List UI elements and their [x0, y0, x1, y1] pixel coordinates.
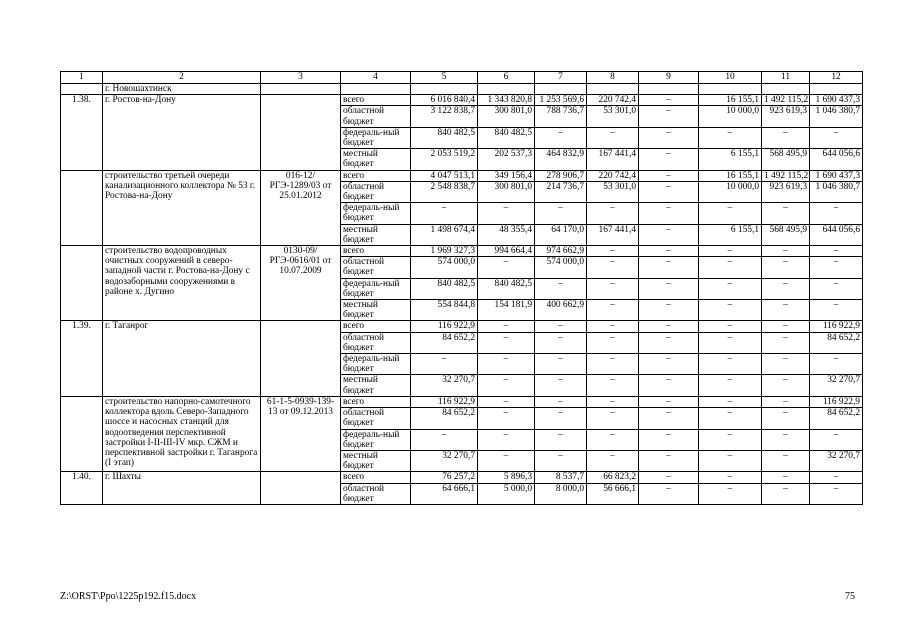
amount-cell: – — [639, 375, 699, 396]
amount-cell: – — [535, 375, 587, 396]
amount-cell: – — [587, 429, 639, 450]
amount-cell: 202 537,3 — [478, 149, 535, 170]
object-name: строительство водопроводных очистных сооружений в северо-западной части г. Ростова-на-Дону с водозаборными сооружениями в районе х. Дугино — [103, 246, 261, 321]
amount-cell: – — [478, 257, 535, 278]
row-number — [61, 396, 103, 471]
amount-cell: – — [699, 450, 762, 471]
amount-cell: 48 355,4 — [478, 224, 535, 245]
amount-cell: 3 122 838,7 — [411, 106, 478, 127]
amount-cell: 4 047 513,1 — [411, 170, 478, 181]
amount-cell: – — [411, 354, 478, 375]
amount-cell: 56 666,1 — [587, 483, 639, 504]
amount-cell: – — [762, 450, 810, 471]
amount-cell: 154 181,9 — [478, 300, 535, 321]
amount-cell: – — [699, 408, 762, 429]
expertise-doc: 61-1-5-0939-139-13 от 09.12.2013 — [261, 396, 341, 471]
amount-cell: 1 498 674,4 — [411, 224, 478, 245]
amount-cell: – — [810, 127, 863, 148]
col-header: 4 — [341, 72, 411, 84]
amount-cell: – — [762, 257, 810, 278]
funding-source: федераль-ный бюджет — [341, 203, 411, 224]
amount-cell: 300 801,0 — [478, 181, 535, 202]
funding-source: областной бюджет — [341, 106, 411, 127]
amount-cell: 994 664,4 — [478, 246, 535, 257]
table-row — [61, 396, 863, 407]
amount-cell: – — [535, 321, 587, 332]
funding-source: областной бюджет — [341, 257, 411, 278]
amount-cell: – — [810, 246, 863, 257]
amount-cell: 220 742,4 — [587, 170, 639, 181]
expertise-doc: 0130-09/РГЭ-0616/01 от 10.07.2009 — [261, 246, 341, 321]
amount-cell: – — [639, 224, 699, 245]
amount-cell: 6 155,1 — [699, 224, 762, 245]
amount-cell — [699, 84, 762, 95]
amount-cell: 2 548 838,7 — [411, 181, 478, 202]
row-number: 1.39. — [61, 321, 103, 396]
amount-cell: – — [587, 450, 639, 471]
amount-cell: – — [762, 354, 810, 375]
amount-cell: – — [639, 170, 699, 181]
amount-cell: 84 652,2 — [411, 332, 478, 353]
amount-cell: – — [478, 203, 535, 224]
amount-cell: – — [762, 332, 810, 353]
amount-cell: – — [639, 257, 699, 278]
amount-cell — [762, 84, 810, 95]
amount-cell: – — [587, 354, 639, 375]
expertise-doc — [261, 321, 341, 396]
amount-cell: 1 969 327,3 — [411, 246, 478, 257]
amount-cell: 278 906,7 — [535, 170, 587, 181]
amount-cell: – — [762, 472, 810, 483]
amount-cell: – — [699, 321, 762, 332]
amount-cell — [478, 84, 535, 95]
amount-cell — [639, 84, 699, 95]
amount-cell: – — [699, 354, 762, 375]
amount-cell: 32 270,7 — [810, 375, 863, 396]
table-row — [61, 246, 863, 257]
file-path: Z:\ORST\Ppo\1225p192.f15.docx — [60, 591, 197, 602]
amount-cell: – — [478, 396, 535, 407]
amount-cell: – — [587, 300, 639, 321]
amount-cell: – — [699, 127, 762, 148]
table-body — [61, 72, 863, 505]
amount-cell: – — [699, 429, 762, 450]
funding-source: всего — [341, 170, 411, 181]
amount-cell: – — [535, 408, 587, 429]
amount-cell: 32 270,7 — [411, 450, 478, 471]
amount-cell: – — [478, 354, 535, 375]
amount-cell: – — [411, 429, 478, 450]
col-header: 1 — [61, 72, 103, 84]
amount-cell: – — [535, 203, 587, 224]
page-number: 75 — [845, 591, 855, 602]
amount-cell: 300 801,0 — [478, 106, 535, 127]
amount-cell: – — [535, 278, 587, 299]
amount-cell: 53 301,0 — [587, 181, 639, 202]
amount-cell: 1 046 380,7 — [810, 181, 863, 202]
amount-cell — [810, 84, 863, 95]
col-header: 8 — [587, 72, 639, 84]
amount-cell — [587, 84, 639, 95]
amount-cell: – — [587, 127, 639, 148]
amount-cell: – — [810, 354, 863, 375]
amount-cell: – — [587, 332, 639, 353]
amount-cell: – — [478, 375, 535, 396]
amount-cell: – — [810, 257, 863, 278]
amount-cell: – — [535, 127, 587, 148]
amount-cell: – — [639, 106, 699, 127]
amount-cell: – — [587, 408, 639, 429]
amount-cell: – — [762, 483, 810, 504]
amount-cell: – — [762, 375, 810, 396]
funding-source: всего — [341, 396, 411, 407]
amount-cell: – — [810, 278, 863, 299]
amount-cell: – — [411, 203, 478, 224]
amount-cell: 10 000,0 — [699, 106, 762, 127]
amount-cell: – — [699, 203, 762, 224]
row-number — [61, 246, 103, 321]
amount-cell: 84 652,2 — [810, 332, 863, 353]
amount-cell: – — [639, 321, 699, 332]
amount-cell: 1 046 380,7 — [810, 106, 863, 127]
amount-cell: 554 844,8 — [411, 300, 478, 321]
amount-cell: 644 056,6 — [810, 224, 863, 245]
amount-cell: – — [699, 246, 762, 257]
amount-cell: – — [762, 429, 810, 450]
amount-cell: – — [699, 257, 762, 278]
amount-cell: 5 000,0 — [478, 483, 535, 504]
funding-source: федераль-ный бюджет — [341, 127, 411, 148]
amount-cell: 8 000,0 — [535, 483, 587, 504]
amount-cell: 644 056,6 — [810, 149, 863, 170]
amount-cell: 53 301,0 — [587, 106, 639, 127]
amount-cell: – — [699, 300, 762, 321]
amount-cell: 32 270,7 — [810, 450, 863, 471]
row-number: 1.40. — [61, 472, 103, 505]
amount-cell: 220 742,4 — [587, 95, 639, 106]
expertise-doc — [261, 84, 341, 95]
row-number — [61, 84, 103, 95]
amount-cell: – — [587, 375, 639, 396]
funding-source: областной бюджет — [341, 483, 411, 504]
amount-cell: – — [639, 203, 699, 224]
amount-cell: – — [639, 408, 699, 429]
amount-cell: – — [478, 429, 535, 450]
amount-cell: 574 000,0 — [411, 257, 478, 278]
amount-cell: – — [587, 203, 639, 224]
amount-cell: 66 823,2 — [587, 472, 639, 483]
amount-cell: 923 619,3 — [762, 181, 810, 202]
amount-cell: 167 441,4 — [587, 224, 639, 245]
amount-cell: 32 270,7 — [411, 375, 478, 396]
funding-source: местный бюджет — [341, 375, 411, 396]
amount-cell: 1 253 569,6 — [535, 95, 587, 106]
funding-source: областной бюджет — [341, 332, 411, 353]
funding-source — [341, 84, 411, 95]
amount-cell: – — [639, 149, 699, 170]
amount-cell: – — [478, 321, 535, 332]
amount-cell: – — [639, 450, 699, 471]
row-number: 1.38. — [61, 95, 103, 170]
amount-cell: – — [639, 127, 699, 148]
col-header: 10 — [699, 72, 762, 84]
amount-cell: 116 922,9 — [411, 396, 478, 407]
amount-cell: 64 170,0 — [535, 224, 587, 245]
expertise-doc — [261, 472, 341, 505]
amount-cell: 1 690 437,3 — [810, 170, 863, 181]
amount-cell: 214 736,7 — [535, 181, 587, 202]
object-name: г. Новошахтинск — [103, 84, 261, 95]
amount-cell: – — [587, 246, 639, 257]
funding-source: федераль-ный бюджет — [341, 354, 411, 375]
amount-cell: – — [587, 321, 639, 332]
object-name: строительство напорно-самотечного коллектора вдоль Северо-Западного шоссе и насосных станций для водоотведения перспективной застройки I-II-III-IV мкр. СЖМ и перспективной застройки г. Таганрога (I этап) — [103, 396, 261, 471]
table-row — [61, 170, 863, 181]
amount-cell: – — [639, 300, 699, 321]
amount-cell: 349 156,4 — [478, 170, 535, 181]
amount-cell: 64 666,1 — [411, 483, 478, 504]
amount-cell: 116 922,9 — [411, 321, 478, 332]
amount-cell: 788 736,7 — [535, 106, 587, 127]
amount-cell: 116 922,9 — [810, 321, 863, 332]
amount-cell: – — [762, 396, 810, 407]
amount-cell: – — [639, 354, 699, 375]
amount-cell: 568 495,9 — [762, 224, 810, 245]
funding-source: федераль-ный бюджет — [341, 429, 411, 450]
amount-cell: – — [699, 483, 762, 504]
amount-cell: – — [699, 375, 762, 396]
funding-source: областной бюджет — [341, 181, 411, 202]
amount-cell: – — [587, 257, 639, 278]
amount-cell: 76 257,2 — [411, 472, 478, 483]
amount-cell: 840 482,5 — [478, 127, 535, 148]
funding-source: всего — [341, 246, 411, 257]
amount-cell: – — [699, 396, 762, 407]
col-header: 12 — [810, 72, 863, 84]
amount-cell: – — [587, 396, 639, 407]
amount-cell: 840 482,5 — [411, 278, 478, 299]
funding-source: местный бюджет — [341, 450, 411, 471]
amount-cell: 1 343 820,8 — [478, 95, 535, 106]
amount-cell: – — [810, 429, 863, 450]
amount-cell: – — [639, 483, 699, 504]
amount-cell: – — [762, 203, 810, 224]
amount-cell: 8 537,7 — [535, 472, 587, 483]
amount-cell: – — [587, 278, 639, 299]
amount-cell: – — [810, 472, 863, 483]
amount-cell — [411, 84, 478, 95]
funding-source: всего — [341, 472, 411, 483]
funding-source: федераль-ный бюджет — [341, 278, 411, 299]
funding-source: всего — [341, 95, 411, 106]
table-row — [61, 472, 863, 483]
col-header: 6 — [478, 72, 535, 84]
funding-source: местный бюджет — [341, 149, 411, 170]
amount-cell: – — [535, 332, 587, 353]
amount-cell: 2 053 519,2 — [411, 149, 478, 170]
amount-cell: – — [762, 300, 810, 321]
amount-cell: 84 652,2 — [810, 408, 863, 429]
col-header: 3 — [261, 72, 341, 84]
amount-cell: – — [810, 203, 863, 224]
column-number-row — [61, 72, 863, 84]
table-row — [61, 84, 863, 95]
amount-cell — [535, 84, 587, 95]
amount-cell: 840 482,5 — [411, 127, 478, 148]
object-name: г. Ростов-на-Дону — [103, 95, 261, 170]
amount-cell: – — [699, 278, 762, 299]
expertise-doc: 016-12/РГЭ-1289/03 от 25.01.2012 — [261, 170, 341, 245]
amount-cell: 5 896,3 — [478, 472, 535, 483]
object-name: г. Таганрог — [103, 321, 261, 396]
amount-cell: – — [639, 278, 699, 299]
col-header: 5 — [411, 72, 478, 84]
amount-cell: – — [535, 396, 587, 407]
amount-cell: 974 662,9 — [535, 246, 587, 257]
amount-cell: 16 155,1 — [699, 95, 762, 106]
funding-source: местный бюджет — [341, 224, 411, 245]
amount-cell: – — [762, 408, 810, 429]
amount-cell: – — [478, 332, 535, 353]
amount-cell: 574 000,0 — [535, 257, 587, 278]
amount-cell: 116 922,9 — [810, 396, 863, 407]
amount-cell: 1 690 437,3 — [810, 95, 863, 106]
row-number — [61, 170, 103, 245]
amount-cell: – — [699, 332, 762, 353]
amount-cell: 167 441,4 — [587, 149, 639, 170]
amount-cell: – — [699, 472, 762, 483]
funding-source: всего — [341, 321, 411, 332]
object-name: г. Шахты — [103, 472, 261, 505]
funding-source: областной бюджет — [341, 408, 411, 429]
amount-cell: – — [639, 332, 699, 353]
amount-cell: 400 662,9 — [535, 300, 587, 321]
amount-cell: 10 000,0 — [699, 181, 762, 202]
amount-cell: – — [639, 429, 699, 450]
amount-cell: – — [535, 429, 587, 450]
funding-source: местный бюджет — [341, 300, 411, 321]
amount-cell: – — [762, 127, 810, 148]
expertise-doc — [261, 95, 341, 170]
amount-cell: – — [639, 246, 699, 257]
amount-cell: – — [762, 278, 810, 299]
amount-cell: – — [639, 181, 699, 202]
amount-cell: 923 619,3 — [762, 106, 810, 127]
amount-cell: – — [478, 408, 535, 429]
amount-cell: – — [639, 95, 699, 106]
amount-cell: – — [535, 354, 587, 375]
amount-cell: – — [810, 300, 863, 321]
col-header: 9 — [639, 72, 699, 84]
amount-cell: – — [810, 483, 863, 504]
amount-cell: – — [639, 472, 699, 483]
amount-cell: 464 832,9 — [535, 149, 587, 170]
amount-cell: – — [639, 396, 699, 407]
col-header: 11 — [762, 72, 810, 84]
table-row — [61, 321, 863, 332]
amount-cell: 84 652,2 — [411, 408, 478, 429]
col-header: 7 — [535, 72, 587, 84]
amount-cell: 6 016 840,4 — [411, 95, 478, 106]
amount-cell: 6 155,1 — [699, 149, 762, 170]
amount-cell: – — [762, 246, 810, 257]
amount-cell: 16 155,1 — [699, 170, 762, 181]
amount-cell: – — [535, 450, 587, 471]
col-header: 2 — [103, 72, 261, 84]
table-row — [61, 95, 863, 106]
object-name: строительство третьей очереди канализационного коллектора № 53 г. Ростова-на-Дону — [103, 170, 261, 245]
amount-cell: – — [762, 321, 810, 332]
amount-cell: – — [478, 450, 535, 471]
amount-cell: 1 492 115,2 — [762, 170, 810, 181]
amount-cell: 568 495,9 — [762, 149, 810, 170]
budget-table — [60, 71, 863, 505]
amount-cell: 1 492 115,2 — [762, 95, 810, 106]
amount-cell: 840 482,5 — [478, 278, 535, 299]
